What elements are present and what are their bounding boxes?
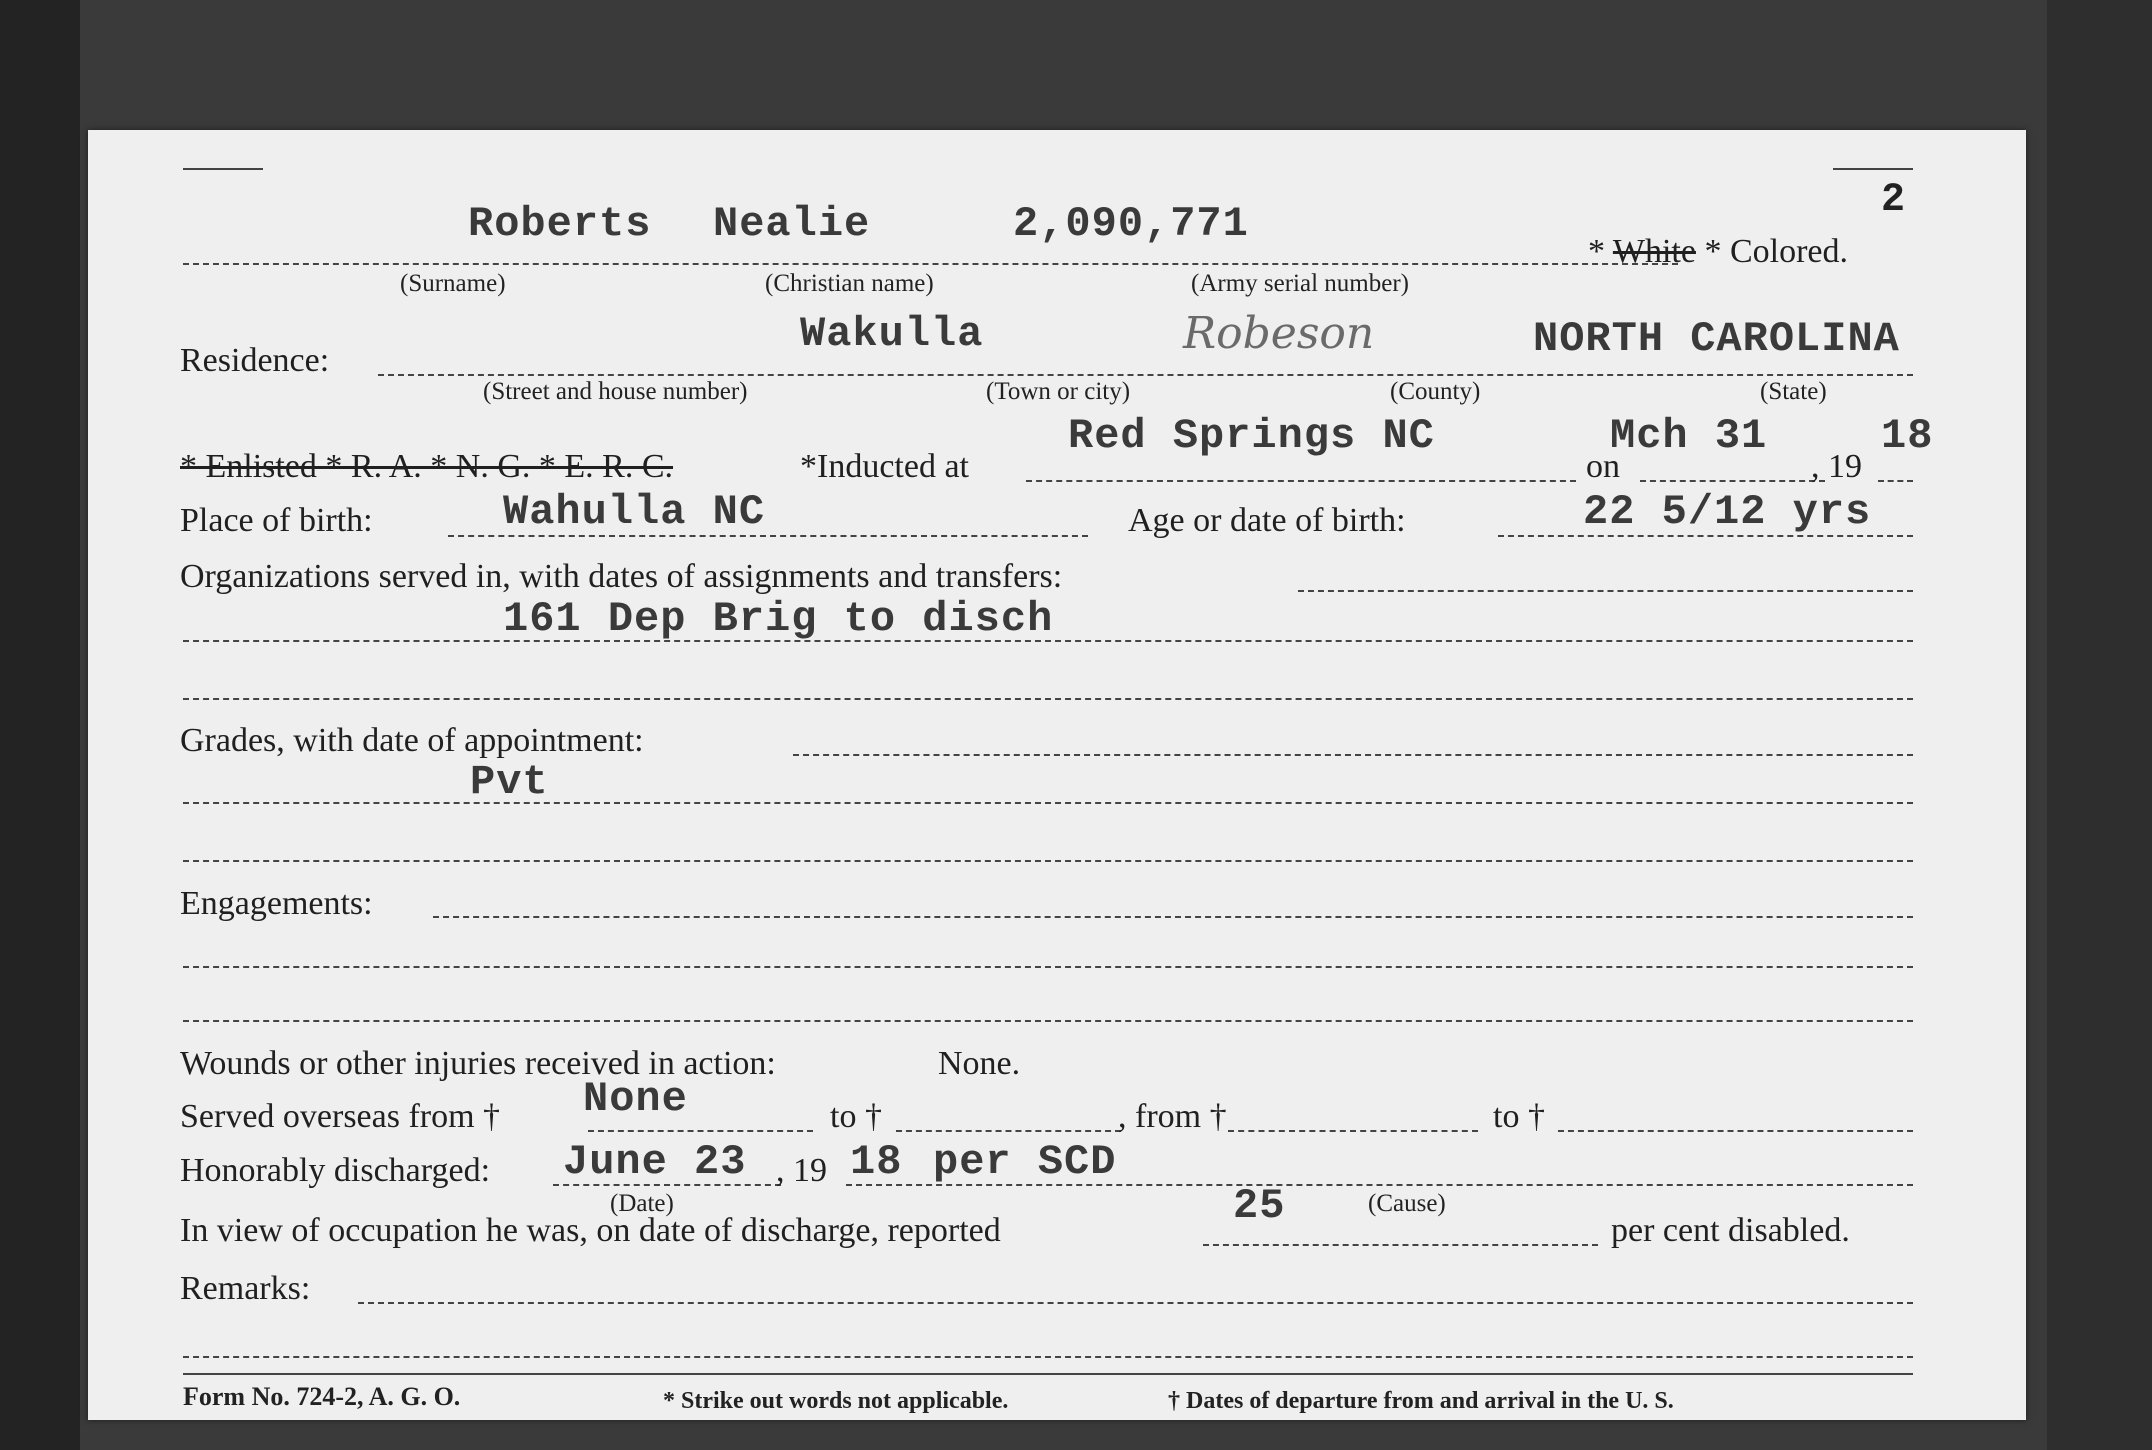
top-right-rule (1833, 168, 1913, 170)
residence-town-value: Wakulla (800, 310, 984, 358)
residence-label: Residence: (180, 342, 330, 379)
disability-line (1203, 1244, 1598, 1246)
caption-street: (Street and house number) (483, 378, 748, 405)
caption-surname: (Surname) (400, 270, 506, 297)
name-line (183, 263, 1678, 265)
caption-county: (County) (1390, 378, 1481, 405)
remarks-label: Remarks: (180, 1270, 311, 1307)
overseas-label: Served overseas from † (180, 1098, 501, 1135)
induction-year-value: 18 (1881, 412, 1934, 460)
form-number: Form No. 724-2, A. G. O. (183, 1382, 461, 1411)
caption-state: (State) (1760, 378, 1827, 405)
caption-town: (Town or city) (986, 378, 1131, 405)
discharge-label: Honorably discharged: (180, 1152, 491, 1189)
christian-name-value: Nealie (713, 200, 871, 248)
overseas-from-line (588, 1130, 813, 1132)
grades-line-2 (183, 802, 1913, 804)
place-of-birth-line (448, 535, 1088, 537)
grades-label: Grades, with date of appointment: (180, 722, 644, 759)
background-right (2047, 0, 2152, 1450)
overseas-to-label: to † (830, 1098, 882, 1135)
overseas-from2-label: , from † (1118, 1098, 1227, 1135)
serial-number-value: 2,090,771 (1013, 200, 1249, 248)
caption-cause: (Cause) (1368, 1190, 1446, 1217)
organizations-value: 161 Dep Brig to disch (503, 595, 1054, 643)
organizations-label: Organizations served in, with dates of assignments and transfers: (180, 558, 1063, 595)
residence-state-value: NORTH CAROLINA (1533, 315, 1900, 363)
organizations-line-2 (183, 640, 1913, 642)
footer-rule (183, 1373, 1913, 1375)
discharge-year-value: 18 (850, 1138, 903, 1186)
race-prefix: * (1588, 233, 1605, 270)
enlistment-options: * Enlisted * R. A. * N. G. * E. R. C. (180, 448, 674, 485)
card-number: 2 (1881, 178, 1907, 223)
wounds-value: None. (938, 1045, 1021, 1082)
disability-label: In view of occupation he was, on date of discharge, reported (180, 1212, 1001, 1249)
overseas-value: None (583, 1075, 688, 1123)
inducted-label: *Inducted at (800, 448, 969, 485)
race-white-struck: White (1612, 233, 1696, 270)
age-value: 22 5/12 yrs (1583, 488, 1872, 536)
engagements-label: Engagements: (180, 885, 373, 922)
footer-note-strike: * Strike out words not applicable. (663, 1388, 1009, 1414)
age-line (1498, 535, 1913, 537)
top-left-rule (183, 168, 263, 170)
age-label: Age or date of birth: (1128, 502, 1406, 539)
surname-value: Roberts (468, 200, 652, 248)
footer-note-dates: † Dates of departure from and arrival in the U. S. (1168, 1388, 1674, 1414)
place-of-birth-value: Wahulla NC (503, 488, 766, 536)
discharge-cause-line (846, 1184, 1913, 1186)
grades-line-3 (183, 860, 1913, 862)
caption-serial: (Army serial number) (1191, 270, 1409, 297)
on-label: on (1586, 448, 1620, 485)
discharge-date-line (553, 1184, 781, 1186)
induction-date-value: Mch 31 (1610, 412, 1768, 460)
grades-value: Pvt (470, 758, 549, 806)
race-field (1588, 233, 1848, 271)
caption-date: (Date) (610, 1190, 674, 1217)
disability-suffix: per cent disabled. (1611, 1212, 1850, 1249)
organizations-line-3 (183, 698, 1913, 700)
induction-place-value: Red Springs NC (1068, 412, 1435, 460)
residence-county-value: Robeson (1183, 308, 1375, 359)
overseas-to2-label: to † (1493, 1098, 1545, 1135)
grades-line-1 (793, 754, 1913, 756)
induction-date-line (1640, 480, 1825, 482)
wounds-label: Wounds or other injuries received in action: (180, 1045, 776, 1082)
overseas-from2-line (1228, 1130, 1478, 1132)
engagements-line-1 (433, 916, 1913, 918)
induction-place-line (1026, 480, 1576, 482)
organizations-line-1 (1298, 590, 1913, 592)
engagements-line-2 (183, 966, 1913, 968)
background-left (0, 0, 80, 1450)
discharge-year-prefix: , 19 (776, 1152, 827, 1189)
caption-christian-name: (Christian name) (765, 270, 934, 297)
engagements-line-3 (183, 1020, 1913, 1022)
overseas-to2-line (1558, 1130, 1913, 1132)
service-record-card (88, 130, 2026, 1420)
race-colored: * Colored. (1704, 233, 1849, 270)
remarks-line-1 (358, 1302, 1913, 1304)
year-prefix: , 19 (1811, 448, 1862, 485)
residence-line (378, 374, 1913, 376)
discharge-cause-value: per SCD (933, 1138, 1117, 1186)
discharge-date-value: June 23 (563, 1138, 747, 1186)
overseas-to-line (896, 1130, 1121, 1132)
place-of-birth-label: Place of birth: (180, 502, 373, 539)
year-line (1878, 480, 1913, 482)
disability-value: 25 (1233, 1182, 1286, 1230)
enlistment-type-struck (180, 448, 673, 486)
remarks-line-2 (183, 1356, 1913, 1358)
